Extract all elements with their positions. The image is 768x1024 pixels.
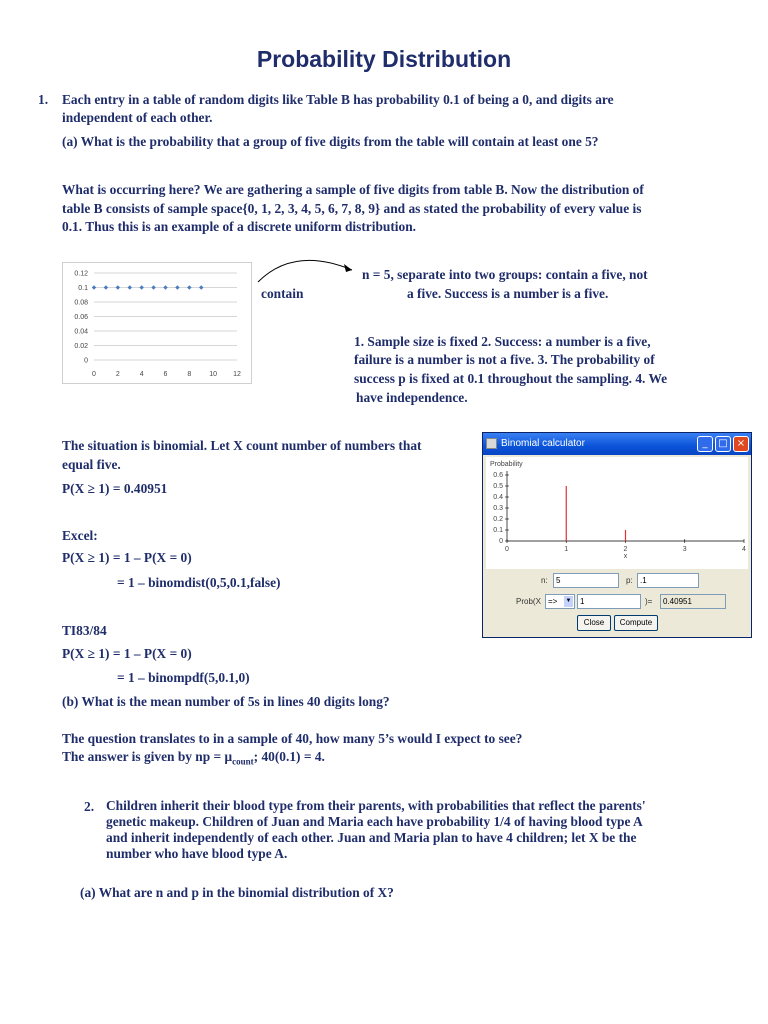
x-tick-label: 12 xyxy=(233,371,241,378)
conditions-line-2: failure is a number is not a five. 3. The probability of xyxy=(354,352,655,367)
x-tick-label: 2 xyxy=(623,546,628,553)
n-definition-line-1: n = 5, separate into two groups: contain a five, not xyxy=(362,267,648,282)
x-tick-label: 0 xyxy=(92,371,96,378)
minimize-icon[interactable]: _ xyxy=(697,436,713,452)
x-tick-label: 2 xyxy=(115,371,120,378)
conditions-line-3: success p is fixed at 0.1 throughout the sampling. 4. We xyxy=(354,371,668,386)
question-1-part-b: (b) What is the mean number of 5s in lines 40 digits long? xyxy=(62,694,390,709)
question-1-number: 1. xyxy=(38,92,49,107)
excel-line-2: = 1 – binomdist(0,5,0.1,false) xyxy=(117,575,281,590)
excel-label: Excel: xyxy=(62,528,98,543)
prob-label: Prob(X xyxy=(516,597,541,606)
ti-line-2: = 1 – binompdf(5,0.1,0) xyxy=(117,670,250,685)
answer-line-2-pre: The answer is given by np = μ xyxy=(62,749,233,764)
y-tick-label: 0.1 xyxy=(493,527,503,534)
chart-frame xyxy=(63,263,252,384)
explanation-line-1: What is occurring here? We are gathering a sample of five digits from table B. Now the distribution of xyxy=(62,182,644,197)
y-tick-label: 0.2 xyxy=(493,516,503,523)
y-tick-label: 0.1 xyxy=(78,285,88,292)
question-2-part-a: (a) What are n and p in the binomial distribution of X? xyxy=(80,885,394,900)
y-tick-label: 0.06 xyxy=(74,314,88,321)
calculator-titlebar[interactable] xyxy=(483,433,751,455)
binomial-probability-plot xyxy=(486,457,748,569)
question-1-part-a: (a) What is the probability that a group of five digits from the table will contain at least one 5? xyxy=(62,134,599,149)
explanation-line-2: table B consists of sample space{0, 1, 2, 3, 4, 5, 6, 7, 8, 9} and as stated the probability of every value is xyxy=(62,201,642,216)
y-tick-label: 0.4 xyxy=(493,494,503,501)
uniform-distribution-chart xyxy=(62,262,252,384)
n-definition-contain: contain xyxy=(261,286,304,301)
y-tick-label: 0.5 xyxy=(493,483,503,490)
curved-arrow xyxy=(254,252,360,286)
question-1-text-line-2: independent of each other. xyxy=(62,110,213,125)
x-tick-label: 8 xyxy=(187,371,192,378)
n-definition-line-2: a five. Success is a number is a five. xyxy=(407,286,609,301)
y-axis-label: Probability xyxy=(490,461,523,468)
x-tick-label: 10 xyxy=(209,371,218,378)
x-tick-label: 1 xyxy=(564,546,569,553)
conditions-line-4: have independence. xyxy=(356,390,468,405)
operator-value: => xyxy=(548,597,558,606)
y-tick-label: 0 xyxy=(84,357,88,365)
answer-line-2-post: ; 40(0.1) = 4. xyxy=(253,749,325,764)
page-title: Probability Distribution xyxy=(256,46,512,72)
answer-line-1: The question translates to in a sample of 40, how many 5’s would I expect to see? xyxy=(62,731,523,746)
answer-subscript: count xyxy=(232,756,254,767)
y-tick-label: 0 xyxy=(499,538,503,545)
binomial-line-2: equal five. xyxy=(62,457,121,472)
n-label: n: xyxy=(541,576,548,585)
probability-result: P(X ≥ 1) = 0.40951 xyxy=(62,481,168,496)
question-1-text-line-1: Each entry in a table of random digits like Table B has probability 0.1 of being a 0, and digits are xyxy=(62,92,614,107)
p-label: p: xyxy=(626,576,633,585)
result-field: 0.40951 xyxy=(660,594,726,609)
operator-select[interactable] xyxy=(545,594,575,609)
y-tick-label: 0.04 xyxy=(74,328,88,336)
excel-line-1: P(X ≥ 1) = 1 – P(X = 0) xyxy=(62,550,192,565)
calculator-title: Binomial calculator xyxy=(501,438,585,449)
close-icon[interactable]: × xyxy=(733,436,749,452)
x-tick-label: 6 xyxy=(163,371,168,378)
question-2-number: 2. xyxy=(84,799,95,814)
y-tick-label: 0.3 xyxy=(493,505,503,512)
chevron-down-icon[interactable]: ▼ xyxy=(564,596,573,607)
question-2-line-2: genetic makeup. Children of Juan and Maria each have probability 1/4 of having blood type A xyxy=(106,814,643,829)
binomial-line-1: The situation is binomial. Let X count number of numbers that xyxy=(62,438,422,453)
x-tick-label: 4 xyxy=(742,546,746,553)
ti-line-1: P(X ≥ 1) = 1 – P(X = 0) xyxy=(62,646,192,661)
compute-button[interactable]: Compute xyxy=(614,615,658,631)
equals-label: )= xyxy=(645,597,653,606)
p-input[interactable]: .1 xyxy=(637,573,699,588)
close-button[interactable]: Close xyxy=(577,615,611,631)
x-tick-label: 4 xyxy=(139,371,144,378)
maximize-icon[interactable]: □ xyxy=(715,436,731,452)
question-2-line-1: Children inherit their blood type from their parents, with probabilities that reflect the parents' xyxy=(106,798,646,813)
ti-label: TI83/84 xyxy=(62,623,107,638)
question-2-line-3: and inherit independently of each other. Juan and Maria plan to have 4 children; let X be the xyxy=(106,830,637,845)
y-tick-label: 0.6 xyxy=(493,472,503,479)
y-tick-label: 0.12 xyxy=(74,270,88,278)
n-input[interactable]: 5 xyxy=(553,573,619,588)
x-input[interactable]: 1 xyxy=(577,594,641,609)
answer-line-2 xyxy=(62,748,325,771)
x-tick-label: 0 xyxy=(505,546,509,553)
conditions-line-1: 1. Sample size is fixed 2. Success: a number is a five, xyxy=(354,334,651,349)
x-axis-label: x xyxy=(623,553,628,560)
explanation-line-3: 0.1. Thus this is an example of a discrete uniform distribution. xyxy=(62,219,417,234)
x-tick-label: 3 xyxy=(682,546,687,553)
binomial-calculator-window xyxy=(482,432,752,638)
java-app-icon xyxy=(486,438,497,449)
question-2-line-4: number who have blood type A. xyxy=(106,846,288,861)
y-tick-label: 0.02 xyxy=(74,343,88,350)
y-tick-label: 0.08 xyxy=(74,299,88,307)
